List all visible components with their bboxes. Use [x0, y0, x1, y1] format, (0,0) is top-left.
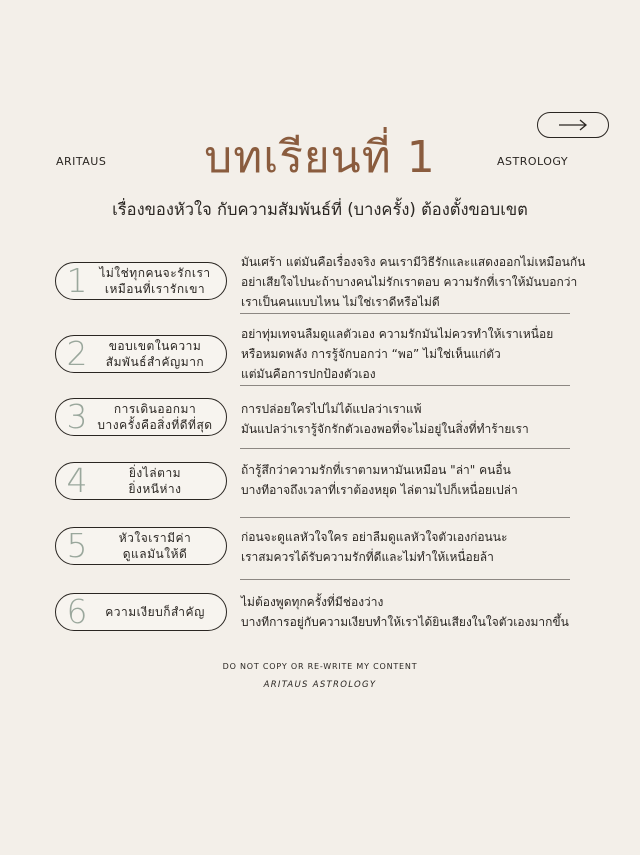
lesson-pill — [55, 527, 227, 565]
lesson-label — [90, 399, 220, 435]
footer-brand: ARITAUS ASTROLOGY — [263, 680, 377, 690]
lesson-description — [241, 399, 611, 439]
description-line: การปล่อยใครไปไม่ได้แปลว่าเราแพ้ — [241, 402, 422, 416]
page-subtitle: เรื่องของหัวใจ กับความสัมพันธ์ที่ (บางครั้ง) ต้องตั้งขอบเขต — [112, 200, 528, 219]
lesson-number: 6 — [66, 592, 88, 631]
description-line: ไม่ต้องพูดทุกครั้งที่มีช่องว่าง — [241, 595, 384, 609]
divider — [240, 313, 570, 314]
lesson-label-line: ดูแลมันให้ดี — [122, 547, 188, 561]
description-line: ถ้ารู้สึกว่าความรักที่เราตามหามันเหมือน "ล่า" คนอื่น — [241, 463, 511, 477]
lesson-pill — [55, 262, 227, 300]
description-line: มันแปลว่าเรารู้จักรักตัวเองพอที่จะไม่อยู่ในสิ่งที่ทำร้ายเรา — [241, 422, 529, 436]
lesson-description — [241, 527, 611, 567]
lesson-description — [241, 252, 611, 312]
page-title: บทเรียนที่ 1 — [204, 132, 436, 183]
description-line: บางทีอาจถึงเวลาที่เราต้องหยุด ไล่ตามไปก็เหนื่อยเปล่า — [241, 483, 518, 497]
description-line: หรือหมดพลัง การรู้จักบอกว่า “พอ” ไม่ใช่เห็นแก่ตัว — [241, 347, 501, 361]
divider — [240, 579, 570, 580]
lesson-label-line: ไม่ใช่ทุกคนจะรักเรา — [99, 266, 211, 280]
lesson-number: 3 — [66, 397, 88, 436]
lesson-label — [90, 594, 220, 630]
description-line: เราสมควรได้รับความรักที่ดีและไม่ทำให้เหนื่อยล้า — [241, 550, 494, 564]
lesson-label — [90, 336, 220, 372]
lesson-pill — [55, 462, 227, 500]
lesson-label — [90, 463, 220, 499]
lesson-description — [241, 592, 611, 632]
description-line: บางทีการอยู่กับความเงียบทำให้เราได้ยินเสียงในใจตัวเองมากขึ้น — [241, 615, 569, 629]
lesson-pill — [55, 593, 227, 631]
lesson-label-line: หัวใจเรามีค่า — [118, 531, 192, 545]
lesson-label-line: บางครั้งคือสิ่งที่ดีที่สุด — [97, 418, 213, 432]
lesson-label-line: สัมพันธ์สำคัญมาก — [105, 355, 205, 369]
lesson-number: 1 — [66, 261, 88, 300]
description-line: ก่อนจะดูแลหัวใจใคร อย่าลืมดูแลหัวใจตัวเองก่อนนะ — [241, 530, 508, 544]
lesson-label-line: ขอบเขตในความ — [108, 339, 202, 353]
description-line: มันเศร้า แต่มันคือเรื่องจริง คนเรามีวิธีรักและแสดงออกไม่เหมือนกัน — [241, 255, 586, 269]
divider — [240, 517, 570, 518]
lesson-label-line: เหมือนที่เรารักเขา — [104, 282, 206, 296]
divider — [240, 448, 570, 449]
lesson-number: 4 — [66, 461, 88, 500]
description-line: อย่าทุ่มเทจนลืมดูแลตัวเอง ความรักมันไม่ควรทำให้เราเหนื่อย — [241, 327, 554, 341]
description-line: เราเป็นคนแบบไหน ไม่ใช่เราดีหรือไม่ดี — [241, 295, 440, 309]
lesson-pill — [55, 398, 227, 436]
description-line: อย่าเสียใจไปนะถ้าบางคนไม่รักเราตอบ ความรักที่เราให้มันบอกว่า — [241, 275, 578, 289]
lesson-label-line: ยิ่งหนีห่าง — [128, 482, 182, 496]
lesson-label-line: ความเงียบก็สำคัญ — [105, 605, 205, 619]
lesson-description — [241, 324, 611, 384]
brand-left-label: ARITAUS — [56, 155, 107, 168]
divider — [240, 385, 570, 386]
lesson-description — [241, 460, 611, 500]
brand-right-label: ASTROLOGY — [497, 155, 569, 168]
lesson-number: 2 — [66, 334, 88, 373]
lesson-pill — [55, 335, 227, 373]
lesson-label-line: ยิ่งไล่ตาม — [128, 466, 182, 480]
lesson-label — [90, 263, 220, 299]
copyright-notice: DO NOT COPY OR RE-WRITE MY CONTENT — [222, 662, 418, 671]
lesson-label-line: การเดินออกมา — [113, 402, 197, 416]
description-line: แต่มันคือการปกป้องตัวเอง — [241, 367, 376, 381]
lesson-label — [90, 528, 220, 564]
lesson-number: 5 — [66, 526, 88, 565]
